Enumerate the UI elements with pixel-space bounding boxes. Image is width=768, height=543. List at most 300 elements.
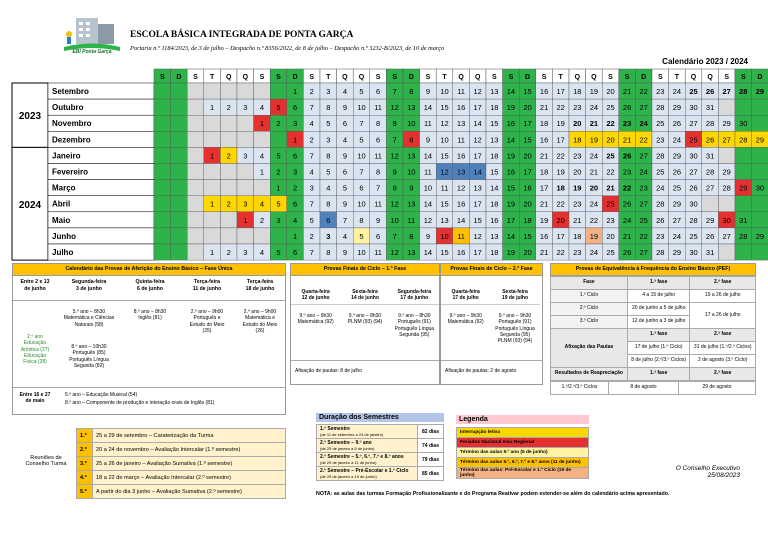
calendar-day-number: 28 xyxy=(656,199,665,209)
calendar-day-number: 27 xyxy=(722,135,731,145)
calendar-day-number: 7 xyxy=(359,119,364,129)
weekday-header-letter: T xyxy=(209,74,215,81)
equivalencia-table: Fase 1.ª fase 2.ª fase 1.º Ciclo 4 a 15 de julho 19 a 26 de julho 2.º Ciclo 20 de junho a 5 de julho 17 a 26 de julho 3.º Ciclo 12 de junho a 3 de julho Afixação das Pautas 1.ª fase 2.ª fase 17 de julho (1.º Ciclo) 31 de julho (1.º/2.º Ciclos) 8 de julho (2.º/3.º Ciclos) 2 de agosto (3.º Ciclo) Resultados de Reapreciação 1.ª fase 2.ª fase xyxy=(550,276,756,381)
finais-fase2-exam: 9.º ano – 9h30 Português (91) Português Língua Segunda (95) PLNM (93) (94) xyxy=(495,313,535,344)
calendar-day-number: 13 xyxy=(440,215,449,225)
calendar-day-cell xyxy=(254,180,271,196)
calendar-day-number: 8 xyxy=(409,231,414,241)
weekday-header-letter: Q xyxy=(358,74,365,81)
weekday-header-letter: S xyxy=(159,74,165,81)
weekday-header-letter: Q xyxy=(707,74,713,81)
calendar-day-number: 5 xyxy=(326,119,331,129)
calendar-day-number: 9 xyxy=(342,103,347,113)
calendar-day-number: 16 xyxy=(506,167,516,177)
calendar-day-number: 15 xyxy=(440,103,449,113)
calendar-day-number: 15 xyxy=(440,248,449,257)
weekday-header-letter: D xyxy=(292,74,298,81)
afericao-header-row xyxy=(13,277,285,301)
calendar-day-number: 20 xyxy=(606,135,615,145)
calendar-day-number: 31 xyxy=(705,248,715,257)
conselho-number: 5.º xyxy=(77,485,93,499)
calendar-day-number: 22 xyxy=(556,151,565,161)
calendar-day-number: 30 xyxy=(722,215,731,225)
duracao-row xyxy=(317,425,444,439)
calendar-day-cell xyxy=(154,212,171,228)
calendar-day-cell xyxy=(154,115,171,131)
calendar-day-cell xyxy=(220,180,237,196)
weekday-header-letter: S xyxy=(508,74,514,81)
calendar-day-number: 26 xyxy=(656,215,665,225)
calendar-day-number: 2 xyxy=(293,183,298,193)
calendar-day-number: 22 xyxy=(639,87,648,96)
calendar-day-number: 3 xyxy=(309,183,314,193)
calendar-day-number: 11 xyxy=(374,103,382,113)
afericao-2ano: 2.º ano Educação Artística (27) Educação Física (28) xyxy=(20,334,50,365)
calendar-day-number: 2 xyxy=(226,151,231,161)
weekday-header-letter: S xyxy=(740,74,746,81)
calendar-day-number: 21 xyxy=(622,231,632,241)
calendar-day-number: 13 xyxy=(490,231,499,241)
weekday-header-letter: S xyxy=(657,74,663,81)
calendar-day-number: 11 xyxy=(424,167,432,177)
finais-fase1-pautas: Afixação de pautas: 8 de julho xyxy=(295,368,362,374)
calendar-day-number: 27 xyxy=(722,87,731,96)
calendar-day-number: 9 xyxy=(342,199,347,209)
calendar-day-number: 9 xyxy=(425,231,430,241)
calendar-day-number: 10 xyxy=(423,183,433,193)
calendar-day-number: 1 xyxy=(293,135,298,145)
calendar-day-cell xyxy=(171,228,188,244)
calendar-day-number: 15 xyxy=(490,167,499,177)
calendar-day-number: 13 xyxy=(456,119,466,129)
calendar-day-number: 15 xyxy=(506,183,516,193)
calendar-day-number: 22 xyxy=(589,215,599,225)
conselho-number: 4.º xyxy=(77,471,93,485)
calendar-day-number: 14 xyxy=(423,103,433,113)
calendar-day-number: 21 xyxy=(539,151,549,161)
calendar-day-number: 12 xyxy=(390,103,399,113)
conselho-description: 18 a 22 de março – Avaliação Intercalar (2.º semestre) xyxy=(93,471,286,485)
calendar-day-number: 8 xyxy=(409,87,414,96)
school-calendar xyxy=(12,69,765,260)
duracao-row xyxy=(317,467,444,481)
calendar-day-number: 9 xyxy=(425,87,430,96)
calendar-day-cell xyxy=(718,99,735,115)
calendar-day-number: 20 xyxy=(589,183,599,193)
calendar-day-number: 18 xyxy=(490,248,499,257)
calendar-day-number: 17 xyxy=(473,151,482,161)
calendar-day-number: 19 xyxy=(506,103,516,113)
month-label: Fevereiro xyxy=(52,167,89,177)
calendar-day-number: 10 xyxy=(357,248,366,257)
duracao-dates: (de 29 de janeiro a 11 de junho) xyxy=(320,460,377,465)
calendar-day-number: 21 xyxy=(589,167,599,177)
calendar-day-cell xyxy=(187,228,204,244)
calendar-day-number: 22 xyxy=(606,167,615,177)
calendar-day-cell xyxy=(171,147,188,163)
calendar-day-number: 29 xyxy=(672,248,682,257)
weekday-header-letter: T xyxy=(674,74,680,81)
calendar-day-number: 1 xyxy=(293,231,298,241)
month-label: Março xyxy=(52,183,76,193)
calendar-day-cell xyxy=(204,180,221,196)
calendar-day-cell xyxy=(154,83,171,99)
calendar-day-number: 29 xyxy=(755,231,765,241)
calendar-day-number: 1 xyxy=(210,199,215,209)
calendar-day-number: 10 xyxy=(407,167,416,177)
calendar-day-number: 17 xyxy=(473,248,482,257)
calendar-day-number: 3 xyxy=(326,135,331,145)
calendar-day-number: 26 xyxy=(622,199,632,209)
calendar-day-number: 9 xyxy=(342,248,347,257)
calendar-day-number: 22 xyxy=(556,199,565,209)
calendar-day-number: 5 xyxy=(276,199,281,209)
calendar-day-number: 13 xyxy=(473,183,482,193)
weekday-header-letter: T xyxy=(558,74,563,81)
calendar-day-number: 11 xyxy=(374,248,382,257)
calendar-day-cell xyxy=(204,83,221,99)
calendar-day-number: 2 xyxy=(276,167,281,177)
afericao-5ano: 5.º ano – 8h30 Matemática e Ciências Naturais (58) xyxy=(63,309,115,328)
month-label: Junho xyxy=(52,231,76,241)
conselho-row xyxy=(77,485,286,499)
calendar-day-number: 23 xyxy=(622,167,632,177)
calendar-day-cell xyxy=(237,83,254,99)
calendar-day-number: 20 xyxy=(573,167,582,177)
calendar-day-number: 20 xyxy=(523,103,532,113)
calendar-day-number: 25 xyxy=(606,248,615,257)
calendar-day-number: 24 xyxy=(672,135,682,145)
calendar-day-number: 6 xyxy=(376,135,381,145)
calendar-day-number: 16 xyxy=(456,103,466,113)
calendar-day-number: 3 xyxy=(326,87,331,96)
calendar-day-number: 16 xyxy=(506,119,516,129)
calendar-day-number: 10 xyxy=(357,151,366,161)
month-label: Setembro xyxy=(52,87,89,96)
calendar-day-number: 25 xyxy=(689,135,698,145)
calendar-day-number: 21 xyxy=(622,135,632,145)
calendar-day-cell xyxy=(718,244,735,260)
calendar-day-number: 3 xyxy=(276,215,281,225)
finais-fase1-exam: 9.º ano – 8h30 Português (91) Português Língua Segunda (95) xyxy=(394,313,435,338)
calendar-day-number: 27 xyxy=(689,119,698,129)
calendar-day-cell xyxy=(154,164,171,180)
calendar-day-number: 4 xyxy=(342,231,347,241)
weekday-header-letter: S xyxy=(724,74,730,81)
calendar-day-cell xyxy=(237,115,254,131)
calendar-day-number: 6 xyxy=(359,183,364,193)
calendar-day-number: 1 xyxy=(210,151,215,161)
calendar-day-number: 20 xyxy=(523,248,532,257)
calendar-day-number: 27 xyxy=(639,151,648,161)
afericao-2ano-mat: 2.º ano – 9h00 Matemática e Estudo do Meio (26) xyxy=(242,309,278,334)
weekday-header-letter: S xyxy=(491,74,497,81)
calendar-day-number: 21 xyxy=(539,103,549,113)
calendar-day-cell xyxy=(154,196,171,212)
calendar-day-cell xyxy=(220,115,237,131)
calendar-day-cell xyxy=(171,131,188,147)
weekday-header-letter: Q xyxy=(591,74,597,81)
calendar-day-number: 27 xyxy=(705,183,715,193)
calendar-day-number: 19 xyxy=(589,231,599,241)
calendar-day-number: 28 xyxy=(722,183,731,193)
month-label: Janeiro xyxy=(52,151,81,161)
calendar-day-number: 11 xyxy=(440,183,449,193)
calendar-day-number: 4 xyxy=(309,119,314,129)
duracao-table xyxy=(316,424,444,481)
calendar-day-cell xyxy=(154,147,171,163)
finais-fase1-col-header: Quarta-feira 12 de junho xyxy=(291,289,340,305)
calendar-day-number: 4 xyxy=(309,167,314,177)
calendar-day-number: 13 xyxy=(407,248,416,257)
calendar-day-number: 8 xyxy=(392,183,397,193)
calendar-day-cell xyxy=(171,180,188,196)
calendar-day-cell xyxy=(187,212,204,228)
calendar-day-cell xyxy=(254,83,271,99)
calendar-day-number: 8 xyxy=(376,167,381,177)
weekday-header-letter: D xyxy=(757,74,763,81)
calendar-day-cell xyxy=(735,244,752,260)
calendar-day-number: 12 xyxy=(473,231,482,241)
weekday-header-letter: Q xyxy=(574,74,581,81)
month-label: Outubro xyxy=(52,103,84,113)
calendar-day-number: 16 xyxy=(539,87,549,96)
calendar-day-number: 27 xyxy=(689,167,698,177)
calendar-day-number: 10 xyxy=(440,231,449,241)
calendar-day-number: 23 xyxy=(573,103,582,113)
afericao-title: Calendário das Provas de Aferição do Ensino Básico – Fase Única xyxy=(13,264,285,276)
conselho-description: A partir do dia 3 junho – Avaliação Sumativa (2.º semestre) xyxy=(93,485,286,499)
calendar-day-number: 16 xyxy=(539,135,549,145)
calendar-day-number: 23 xyxy=(573,248,582,257)
duracao-row xyxy=(317,453,444,467)
weekday-header-letter: T xyxy=(326,74,331,81)
calendar-day-number: 14 xyxy=(506,231,516,241)
legenda-label: Feriados Nacional e/ou Regional xyxy=(457,438,589,448)
conselho-number: 1.º xyxy=(77,429,93,443)
calendar-day-number: 19 xyxy=(539,215,549,225)
calendar-day-cell xyxy=(718,196,735,212)
calendar-day-number: 24 xyxy=(672,87,682,96)
duracao-period: 1.º Semestre xyxy=(320,426,350,432)
calendar-day-number: 19 xyxy=(573,183,582,193)
calendar-day-number: 19 xyxy=(589,135,599,145)
conselho-row xyxy=(77,429,286,443)
calendar-day-cell xyxy=(154,99,171,115)
calendar-day-cell xyxy=(735,196,752,212)
calendar-day-number: 3 xyxy=(326,231,331,241)
duracao-title: Duração dos Semestres xyxy=(316,413,444,422)
calendar-day-number: 23 xyxy=(606,215,615,225)
calendar-day-number: 7 xyxy=(309,199,314,209)
calendar-day-number: 5 xyxy=(326,167,331,177)
legenda-label: Interrupção letiva xyxy=(457,428,589,438)
duracao-days: 82 dias xyxy=(418,425,444,439)
calendar-day-number: 25 xyxy=(606,151,615,161)
calendar-day-number: 14 xyxy=(423,199,433,209)
calendar-day-cell xyxy=(171,196,188,212)
legenda-table xyxy=(456,427,589,479)
calendar-day-number: 29 xyxy=(755,87,765,96)
calendar-day-cell xyxy=(171,212,188,228)
calendar-day-number: 24 xyxy=(672,231,682,241)
conselho-row xyxy=(77,471,286,485)
weekday-header-letter: S xyxy=(624,74,630,81)
calendar-day-number: 10 xyxy=(440,135,449,145)
calendar-day-cell xyxy=(154,131,171,147)
calendar-day-number: 5 xyxy=(276,248,281,257)
calendar-day-number: 20 xyxy=(606,87,615,96)
conselho-label: Reuniões de Conselho Turma xyxy=(25,455,67,467)
calendar-day-cell xyxy=(204,212,221,228)
calendar-day-number: 4 xyxy=(342,87,347,96)
calendar-day-number: 13 xyxy=(456,167,466,177)
duracao-dates: (de 29 de janeiro a 5 de junho) xyxy=(320,446,375,451)
finais-fase1-panel xyxy=(290,263,440,385)
finais-fase2-col-header: Sexta-feira 19 de julho xyxy=(490,289,539,305)
calendar-day-number: 26 xyxy=(705,135,715,145)
calendar-day-number: 27 xyxy=(672,215,682,225)
calendar-day-number: 11 xyxy=(374,151,382,161)
conselho-description: 20 a 24 de novembro – Avaliação Intercalar (1.º semestre) xyxy=(93,443,286,457)
year-label: 2024 xyxy=(18,199,42,211)
calendar-day-number: 16 xyxy=(490,215,499,225)
calendar-day-number: 13 xyxy=(407,151,416,161)
weekday-header-letter: S xyxy=(425,74,431,81)
equivalencia-panel xyxy=(550,263,756,405)
calendar-day-cell xyxy=(752,212,768,228)
calendar-day-number: 6 xyxy=(293,248,298,257)
calendar-day-number: 22 xyxy=(556,248,565,257)
calendar-day-cell xyxy=(237,164,254,180)
calendar-day-number: 11 xyxy=(457,87,465,96)
calendar-day-number: 28 xyxy=(689,215,698,225)
finais-fase1-exam: 9.º ano – 9h30 Matemática (92) xyxy=(297,313,334,326)
reapreciacao-row: 1.º/2.º/3.º Ciclos 8 de agosto 29 de agosto xyxy=(550,381,756,395)
calendar-day-number: 16 xyxy=(456,151,466,161)
calendar-day-number: 24 xyxy=(622,215,632,225)
duracao-period: 2.º Semestre – Pré-Escolar e 1.º Ciclo xyxy=(320,468,409,474)
calendar-day-number: 12 xyxy=(456,183,466,193)
calendar-day-number: 13 xyxy=(490,135,499,145)
afericao-col-header: Terça-feira 18 de junho xyxy=(245,279,275,292)
calendar-day-number: 9 xyxy=(392,167,397,177)
calendar-day-number: 19 xyxy=(506,199,516,209)
calendar-day-number: 19 xyxy=(506,248,516,257)
calendar-day-cell xyxy=(220,212,237,228)
calendar-day-cell xyxy=(204,164,221,180)
calendar-day-number: 15 xyxy=(523,231,532,241)
calendar-day-number: 22 xyxy=(556,103,565,113)
calendar-day-number: 17 xyxy=(473,199,482,209)
calendar-day-number: 25 xyxy=(672,183,682,193)
calendar-day-cell xyxy=(187,83,204,99)
calendar-day-number: 11 xyxy=(457,231,465,241)
calendar-day-number: 18 xyxy=(573,87,582,96)
calendar-day-number: 5 xyxy=(276,151,281,161)
calendar-day-number: 28 xyxy=(705,119,715,129)
afericao-col-header: Quinta-feira 6 de junho xyxy=(135,279,165,292)
conselho-number: 2.º xyxy=(77,443,93,457)
finais-fase2-title: Provas Finais de Ciclo – 2.ª Fase xyxy=(441,264,542,276)
calendar-day-number: 13 xyxy=(407,199,416,209)
calendar-day-number: 11 xyxy=(457,135,465,145)
duracao-days: 79 dias xyxy=(418,453,444,467)
weekday-header-letter: D xyxy=(176,74,182,81)
calendar-day-number: 18 xyxy=(573,231,582,241)
calendar-day-number: 19 xyxy=(589,87,599,96)
calendar-day-cell xyxy=(154,228,171,244)
calendar-day-number: 6 xyxy=(376,87,381,96)
calendar-day-number: 28 xyxy=(656,151,665,161)
finais-fase1-col-header: Segunda-feira 17 de junho xyxy=(390,289,439,305)
calendar-day-number: 21 xyxy=(589,119,599,129)
calendar-day-number: 18 xyxy=(523,215,532,225)
calendar-day-number: 9 xyxy=(392,119,397,129)
calendar-day-number: 14 xyxy=(456,215,466,225)
calendar-day-cell xyxy=(187,180,204,196)
calendar-day-number: 7 xyxy=(309,103,314,113)
calendar-day-number: 27 xyxy=(639,248,648,257)
calendar-day-cell xyxy=(187,196,204,212)
calendar-day-number: 2 xyxy=(309,231,314,241)
calendar-day-cell xyxy=(752,147,768,163)
calendar-day-number: 17 xyxy=(473,103,482,113)
calendar-day-cell xyxy=(187,99,204,115)
conselho-row xyxy=(77,443,286,457)
calendar-day-cell xyxy=(171,244,188,260)
afericao-2ano-port: 2.º ano – 9h00 Português e Estudo do Meio (25) xyxy=(189,309,225,334)
calendar-day-number: 1 xyxy=(259,167,264,177)
calendar-day-cell xyxy=(254,228,271,244)
calendar-day-number: 12 xyxy=(440,119,449,129)
calendar-day-number: 9 xyxy=(409,183,414,193)
calendar-day-number: 15 xyxy=(490,119,499,129)
calendar-day-number: 8 xyxy=(409,135,414,145)
calendar-day-number: 25 xyxy=(606,199,615,209)
calendar-day-number: 30 xyxy=(689,151,698,161)
conselho-table xyxy=(76,428,286,499)
afericao-foot-8ano: 8.º ano – Componente de produção e interação orais de Inglês (81) xyxy=(65,400,215,406)
calendar-day-number: 6 xyxy=(342,119,347,129)
calendar-day-number: 7 xyxy=(392,87,397,96)
calendar-day-number: 9 xyxy=(425,135,430,145)
calendar-day-cell xyxy=(270,228,287,244)
calendar-day-number: 15 xyxy=(523,135,532,145)
afericao-8ano-portugues: 8.º ano – 10h30 Português (85) Português Língua Segunda (82) xyxy=(69,344,109,369)
calendar-day-number: 22 xyxy=(622,183,632,193)
calendar-day-number: 14 xyxy=(473,119,482,129)
calendar-day-number: 29 xyxy=(755,135,765,145)
weekday-header-letter: S xyxy=(392,74,398,81)
calendar-day-cell xyxy=(220,131,237,147)
calendar-day-cell xyxy=(171,83,188,99)
afericao-col-header: Entre 2 e 13 de junho xyxy=(20,279,50,292)
calendar-day-number: 2 xyxy=(259,215,264,225)
finais-fase1-exam: 9.º ano – 8h30 PLNM (93) (94) xyxy=(347,313,383,326)
calendar-day-number: 3 xyxy=(243,103,248,113)
weekday-header-letter: Q xyxy=(474,74,481,81)
calendar-day-number: 25 xyxy=(656,167,665,177)
calendar-day-number: 6 xyxy=(293,151,298,161)
calendar-day-number: 29 xyxy=(672,199,682,209)
calendar-day-number: 10 xyxy=(357,103,366,113)
calendar-day-number: 24 xyxy=(589,103,599,113)
calendar-day-number: 7 xyxy=(309,151,314,161)
calendar-day-number: 26 xyxy=(622,103,632,113)
calendar-day-number: 12 xyxy=(390,199,399,209)
weekday-header-letter: S xyxy=(193,74,198,81)
